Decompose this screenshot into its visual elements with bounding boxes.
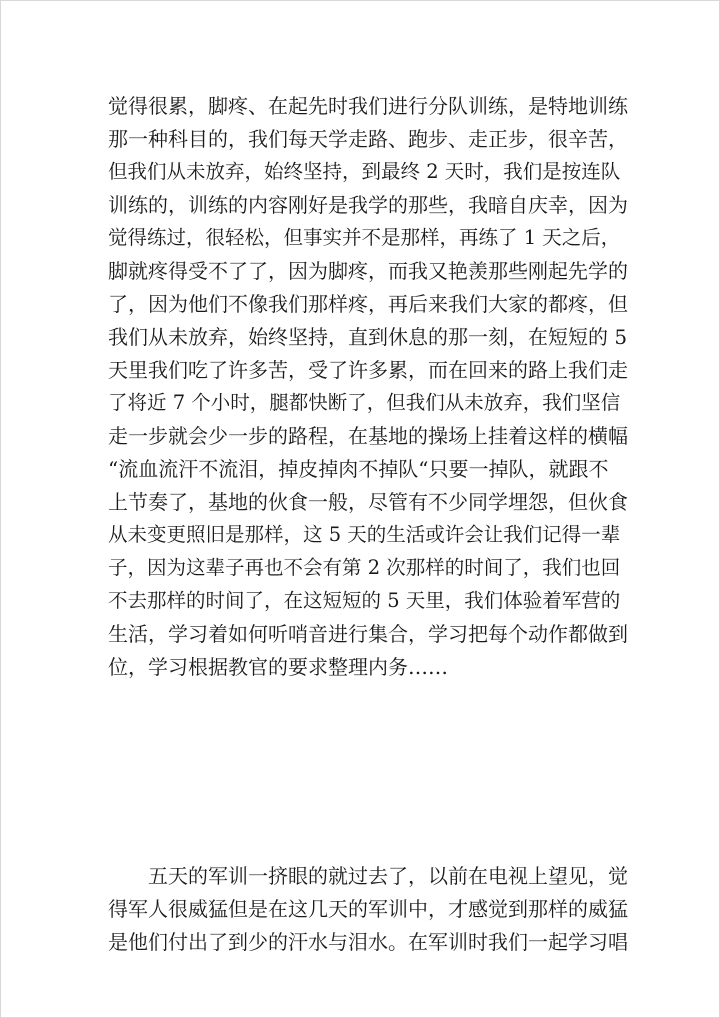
text-line: 不去那样的时间了，在这短短的 5 天里，我们体验着军营的 bbox=[108, 589, 621, 612]
text-line: 但我们从未放弃，始终坚持，到最终 2 天时，我们是按连队 bbox=[108, 160, 621, 183]
text-line: 训练的，训练的内容刚好是我学的那些，我暗自庆幸，因为 bbox=[108, 193, 628, 217]
text-line: 了将近 7 个小时，腿都快断了，但我们从未放弃，我们坚信 bbox=[108, 391, 621, 414]
text-line: 是他们付出了到少的汗水与泪水。在军训时我们一起学习唱 bbox=[108, 930, 628, 954]
text-line: 觉得练过，很轻松，但事实并不是那样，再练了 1 天之后， bbox=[108, 226, 621, 249]
text-line: 天里我们吃了许多苦，受了许多累，而在回来的路上我们走 bbox=[108, 358, 628, 382]
text-line: 生活，学习着如何听哨音进行集合，学习把每个动作都做到 bbox=[108, 622, 628, 646]
text-line: 五天的军训一挤眼的就过去了，以前在电视上望见，觉 bbox=[148, 864, 628, 888]
text-line: 觉得很累，脚疼、在起先时我们进行分队训练，是特地训练 bbox=[108, 94, 628, 118]
text-line: 位，学习根据教官的要求整理内务…… bbox=[108, 655, 448, 679]
text-line: 上节奏了，基地的伙食一般，尽管有不少同学埋怨，但伙食 bbox=[108, 490, 628, 514]
text-line: 脚就疼得受不了了，因为脚疼，而我又艳羡那些刚起先学的 bbox=[108, 259, 628, 283]
text-line: 走一步就会少一步的路程，在基地的操场上挂着这样的横幅 bbox=[108, 424, 628, 448]
text-line: 从未变更照旧是那样，这 5 天的生活或许会让我们记得一辈 bbox=[108, 523, 621, 546]
text-line: 子，因为这辈子再也不会有第 2 次那样的时间了，我们也回 bbox=[108, 556, 621, 579]
text-line: “流血流汗不流泪，掉皮掉肉不掉队“只要一掉队，就跟不 bbox=[108, 457, 609, 481]
text-line: 那一种科目的，我们每天学走路、跑步、走正步，很辛苦， bbox=[108, 127, 628, 151]
text-line: 得军人很威猛但是在这几天的军训中，才感觉到那样的威猛 bbox=[108, 897, 628, 921]
text-line: 了，因为他们不像我们那样疼，再后来我们大家的都疼，但 bbox=[108, 292, 628, 316]
text-line: 我们从未放弃，始终坚持，直到休息的那一刻，在短短的 5 bbox=[108, 325, 628, 349]
